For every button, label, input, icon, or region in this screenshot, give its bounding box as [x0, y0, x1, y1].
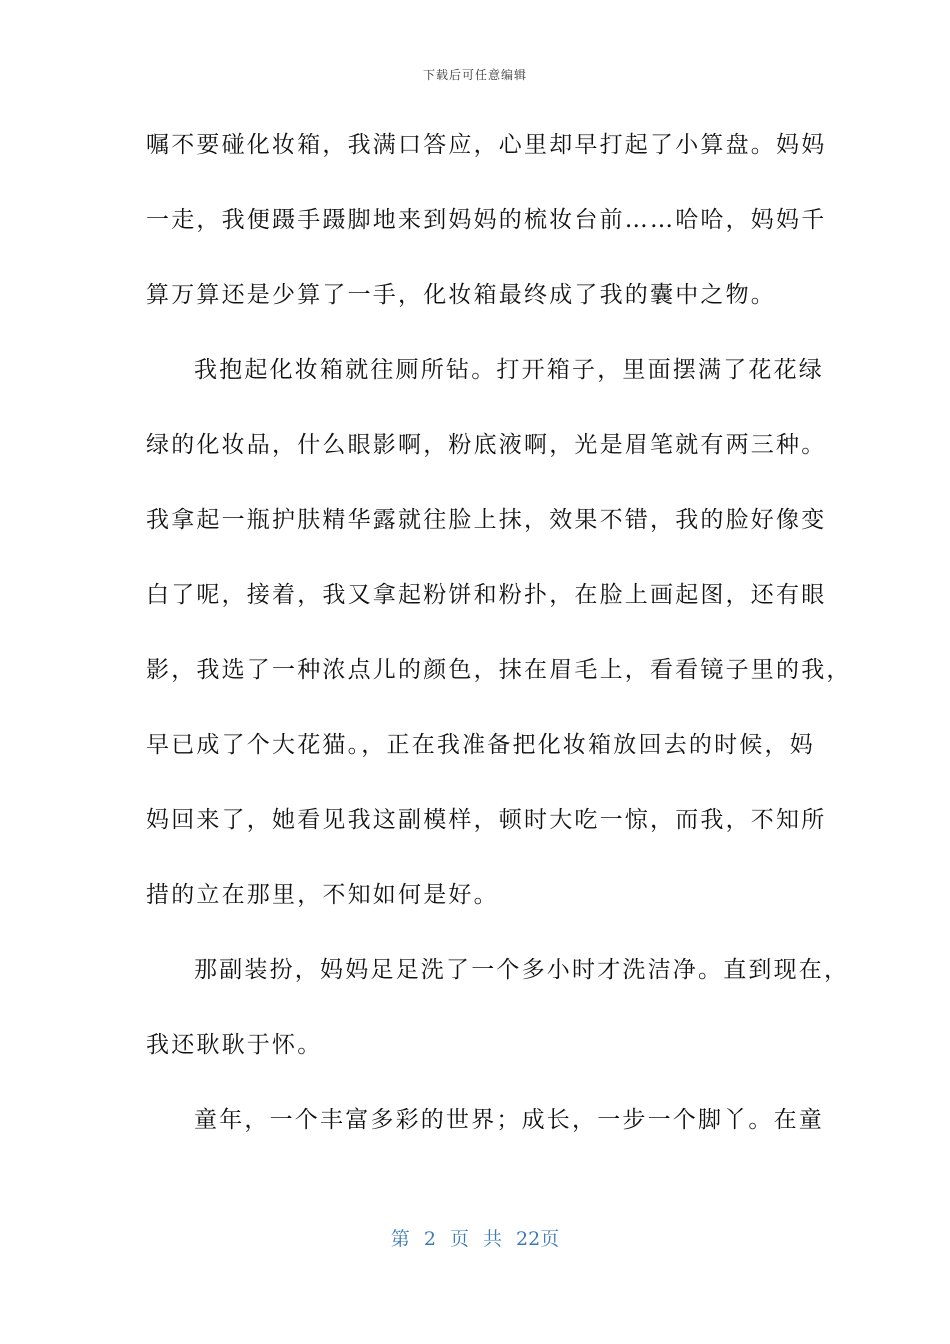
text-line: 那副装扮，妈妈足足洗了一个多小时才洗洁净。直到现在， — [194, 957, 850, 983]
text-line: 算万算还是少算了一手，化妆箱最终成了我的囊中之物。 — [146, 282, 776, 308]
text-line: 我还耿耿于怀。 — [146, 1032, 323, 1058]
text-line: 早已成了个大花猫。，正在我准备把化妆箱放回去的时候，妈 — [146, 732, 815, 758]
text-line: 白了呢，接着，我又拿起粉饼和粉扑，在脸上画起图，还有眼 — [146, 582, 827, 608]
page-number-footer: 第 2 页 共 22页 — [390, 1228, 560, 1250]
text-line: 我拿起一瓶护肤精华露就往脸上抹，效果不错，我的脸好像变 — [146, 507, 827, 533]
text-line: 我抱起化妆箱就往厕所钻。打开箱子，里面摆满了花花绿 — [194, 357, 824, 383]
text-line: 影，我选了一种浓点儿的颜色，抹在眉毛上，看看镜子里的我， — [146, 657, 852, 683]
text-line: 绿的化妆品，什么眼影啊，粉底液啊，光是眉笔就有两三种。 — [146, 432, 827, 458]
text-line: 童年，一个丰富多彩的世界；成长，一步一个脚丫。在童 — [194, 1107, 824, 1133]
text-line: 一走，我便蹑手蹑脚地来到妈妈的梳妆台前……哈哈，妈妈千 — [146, 207, 827, 233]
page-header: 下载后可任意编辑 — [422, 68, 527, 82]
text-line: 嘱不要碰化妆箱，我满口答应，心里却早打起了小算盘。妈妈 — [146, 132, 827, 158]
text-line: 妈回来了，她看见我这副模样，顿时大吃一惊，而我，不知所 — [146, 807, 827, 833]
text-line: 措的立在那里，不知如何是好。 — [146, 882, 499, 908]
document-body — [146, 120, 852, 1170]
